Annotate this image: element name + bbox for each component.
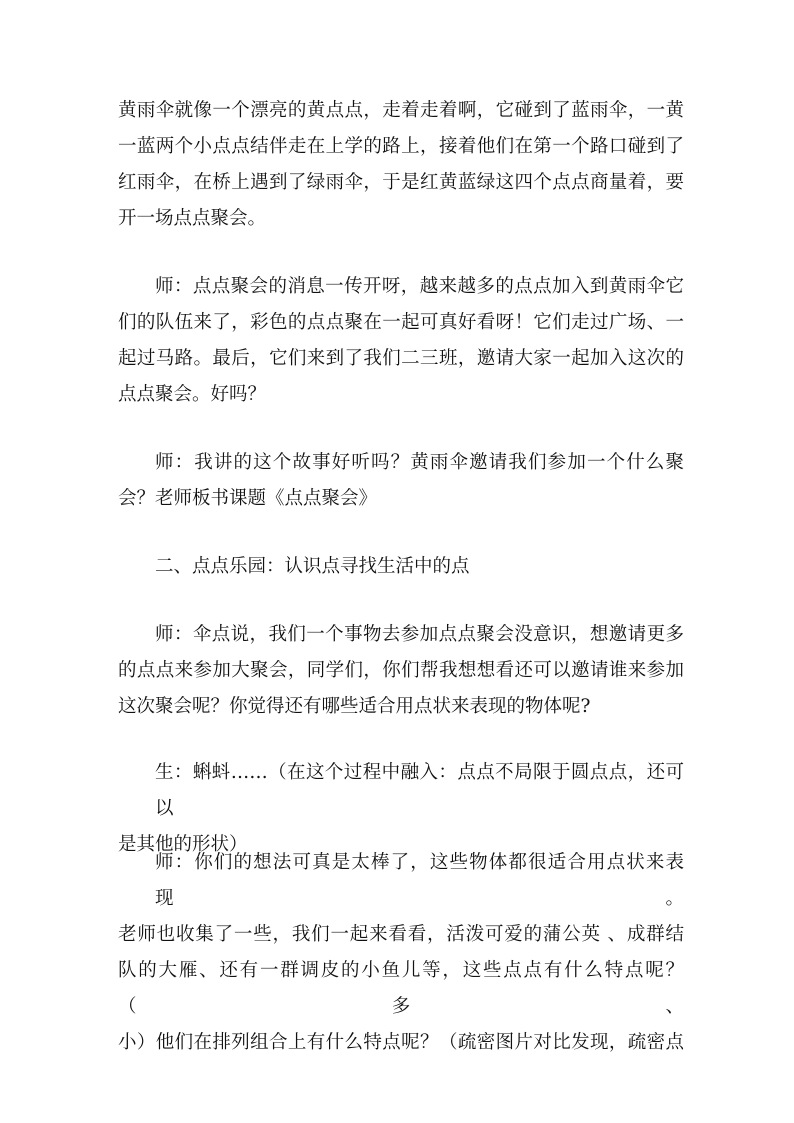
text-line: 会？老师板书课题《点点聚会》: [118, 488, 378, 509]
text-line: 红雨伞，在桥上遇到了绿雨伞，于是红黄蓝绿这四个点点商量着，要: [118, 172, 684, 193]
text-line: 生：蝌蚪……（在这个过程中融入：点点不局限于圆点点，还可以: [155, 762, 684, 819]
text-line: 是其他的形状）: [118, 834, 248, 855]
text-line: 师：伞点说，我们一个事物去参加点点聚会没意识，想邀请更多: [155, 624, 684, 645]
text-line: 的点点来参加大聚会，同学们，你们帮我想想看还可以邀请谁来参加: [118, 660, 684, 681]
text-line: 黄雨伞就像一个漂亮的黄点点，走着走着啊，它碰到了蓝雨伞，一黄: [118, 100, 684, 121]
paragraph-teacher-party-news: [118, 269, 684, 413]
paragraph-teacher-praise: [118, 845, 684, 1061]
text-line: 师：点点聚会的消息一传开呀，越来越多的点点加入到黄雨伞它: [155, 276, 684, 297]
text-line: 这次聚会呢？你觉得还有哪些适合用点状来表现的物体呢?: [118, 696, 591, 717]
text-line: 师：我讲的这个故事好听吗？黄雨伞邀请我们参加一个什么聚: [155, 452, 684, 473]
text-line: 们的队伍来了，彩色的点点聚在一起可真好看呀！它们走过广场、一: [118, 312, 684, 333]
text-line: 小）他们在排列组合上有什么特点呢？（疏密图片对比发现，疏密点: [118, 1032, 684, 1053]
text-line: 一蓝两个小点点结伴走在上学的路上，接着他们在第一个路口碰到了: [118, 136, 684, 157]
text-line: 师：你们的想法可真是太棒了，这些物体都很适合用点状来表现。: [155, 852, 684, 909]
text-line: 开一场点点聚会。: [118, 208, 267, 229]
text-line: 点点聚会。好吗？: [118, 384, 267, 405]
paragraph-teacher-question: [118, 445, 684, 517]
text-line: 起过马路。最后，它们来到了我们二三班，邀请大家一起加入这次的: [118, 348, 684, 369]
section-heading: [118, 549, 684, 585]
paragraph-teacher-invite: [118, 617, 684, 725]
paragraph-story-intro: [118, 93, 684, 237]
text-line: 队的大雁、还有一群调皮的小鱼儿等，这些点点有什么特点呢？（多、: [118, 960, 684, 1017]
text-line: 老师也收集了一些，我们一起来看看，活泼可爱的蒲公英 、成群结: [118, 924, 684, 945]
text-line: 二、点点乐园：认识点寻找生活中的点: [155, 556, 470, 577]
